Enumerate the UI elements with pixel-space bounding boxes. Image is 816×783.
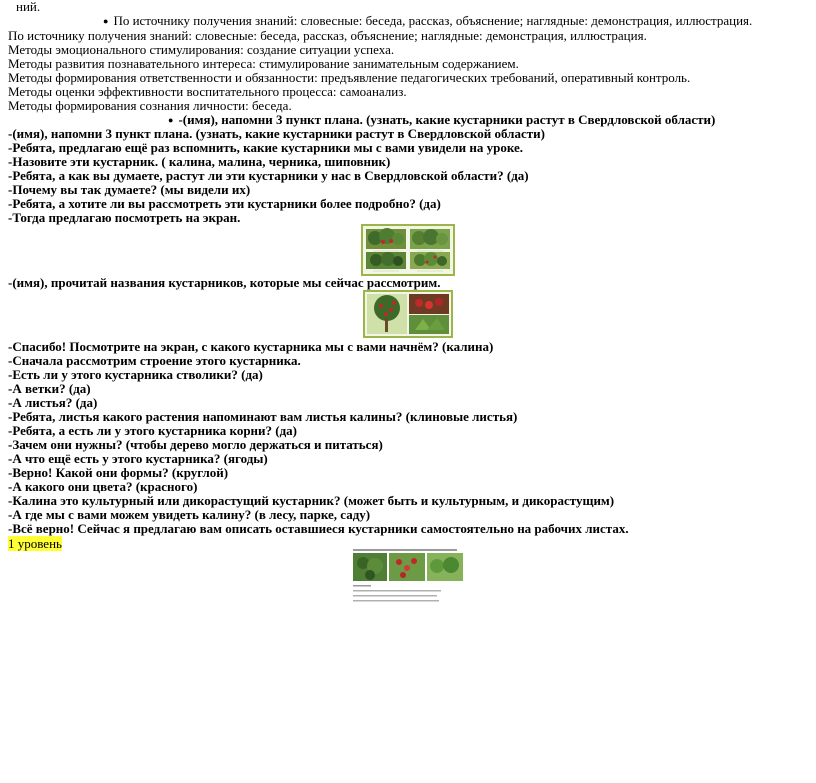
dialog-line: -Ребята, а как вы думаете, растут ли эти кустарники у нас в Свердловской области? (да) xyxy=(8,168,529,183)
dialog-line: -Ребята, листья какого растения напоминают вам листья калины? (клиновые листья) xyxy=(8,409,518,424)
kalina-illustration xyxy=(365,292,451,336)
shrubs-illustration xyxy=(363,226,453,274)
method-line: Методы формирования сознания личности: беседа. xyxy=(8,98,292,113)
dialog-line: -А какого они цвета? (красного) xyxy=(8,479,198,494)
dialog-line: -Ребята, а хотите ли вы рассмотреть эти кустарники более подробно? (да) xyxy=(8,196,441,211)
bullet-text: -(имя), напомни 3 пункт плана. (узнать, какие кустарники растут в Свердловской области) xyxy=(178,112,716,127)
dialog-line: -Тогда предлагаю посмотреть на экран. xyxy=(8,210,241,225)
dialog-line: -А листья? (да) xyxy=(8,395,98,410)
bullet-icon xyxy=(168,112,178,127)
dialog-line: -Есть ли у этого кустарника стволики? (да) xyxy=(8,367,263,382)
method-line: Методы формирования ответственности и обязанности: предъявление педагогических требований, оперативный контроль. xyxy=(8,70,691,85)
dialog-line: -Зачем они нужны? (чтобы дерево могло держаться и питаться) xyxy=(8,437,383,452)
dialog-line: -Всё верно! Сейчас я предлагаю вам описать оставшиеся кустарники самостоятельно на рабочих листах. xyxy=(8,521,629,536)
dialog-line: -Назовите эти кустарник. ( калина, малина, черника, шиповник) xyxy=(8,154,391,169)
text-fragment: ний. xyxy=(16,0,41,14)
dialog-line: -А где мы с вами можем увидеть калину? (в лесу, парке, саду) xyxy=(8,507,371,522)
dialog-line: -Верно! Какой они формы? (круглой) xyxy=(8,465,229,480)
dialog-line: -А что ещё есть у этого кустарника? (ягоды) xyxy=(8,451,268,466)
method-line: Методы развития познавательного интереса: стимулирование занимательным содержанием. xyxy=(8,56,519,71)
dialog-line: -(имя), прочитай названия кустарников, которые мы сейчас рассмотрим. xyxy=(8,275,441,290)
dialog-line: -Калина это культурный или дикорастущий кустарник? (может быть и культурным, и дикорастущим) xyxy=(8,493,615,508)
method-line: Методы эмоционального стимулирования: создание ситуации успеха. xyxy=(8,42,395,57)
bullet-methods-source xyxy=(103,14,752,29)
method-line: Методы оценки эффективности воспитательного процесса: самоанализ. xyxy=(8,84,407,99)
dialog-line: -(имя), напомни 3 пункт плана. (узнать, какие кустарники растут в Свердловской области) xyxy=(8,126,545,141)
worksheet-thumbnail xyxy=(351,548,467,608)
bullet-icon xyxy=(103,13,113,28)
dialog-line: -Ребята, предлагаю ещё раз вспомнить, какие кустарники мы с вами увидели на уроке. xyxy=(8,140,524,155)
level-label xyxy=(8,537,62,551)
dialog-line: -Почему вы так думаете? (мы видели их) xyxy=(8,182,251,197)
worksheet-illustration xyxy=(351,548,467,608)
method-line: По источнику получения знаний: словесные: беседа, рассказ, объяснение; наглядные: демонстрация, иллюстрация. xyxy=(8,28,647,43)
dialog-line: -Сначала рассмотрим строение этого кустарника. xyxy=(8,353,301,368)
slide-image-kalina xyxy=(363,290,453,338)
dialog-line: -А ветки? (да) xyxy=(8,381,91,396)
level-highlight: 1 уровень xyxy=(8,536,62,551)
slide-image-shrubs xyxy=(361,224,455,276)
dialog-line: -Ребята, а есть ли у этого кустарника корни? (да) xyxy=(8,423,298,438)
dialog-line: -Спасибо! Посмотрите на экран, с какого кустарника мы с вами начнём? (калина) xyxy=(8,339,494,354)
bullet-text: По источнику получения знаний: словесные: беседа, рассказ, объяснение; наглядные: демонстрация, иллюстрация. xyxy=(113,13,753,28)
